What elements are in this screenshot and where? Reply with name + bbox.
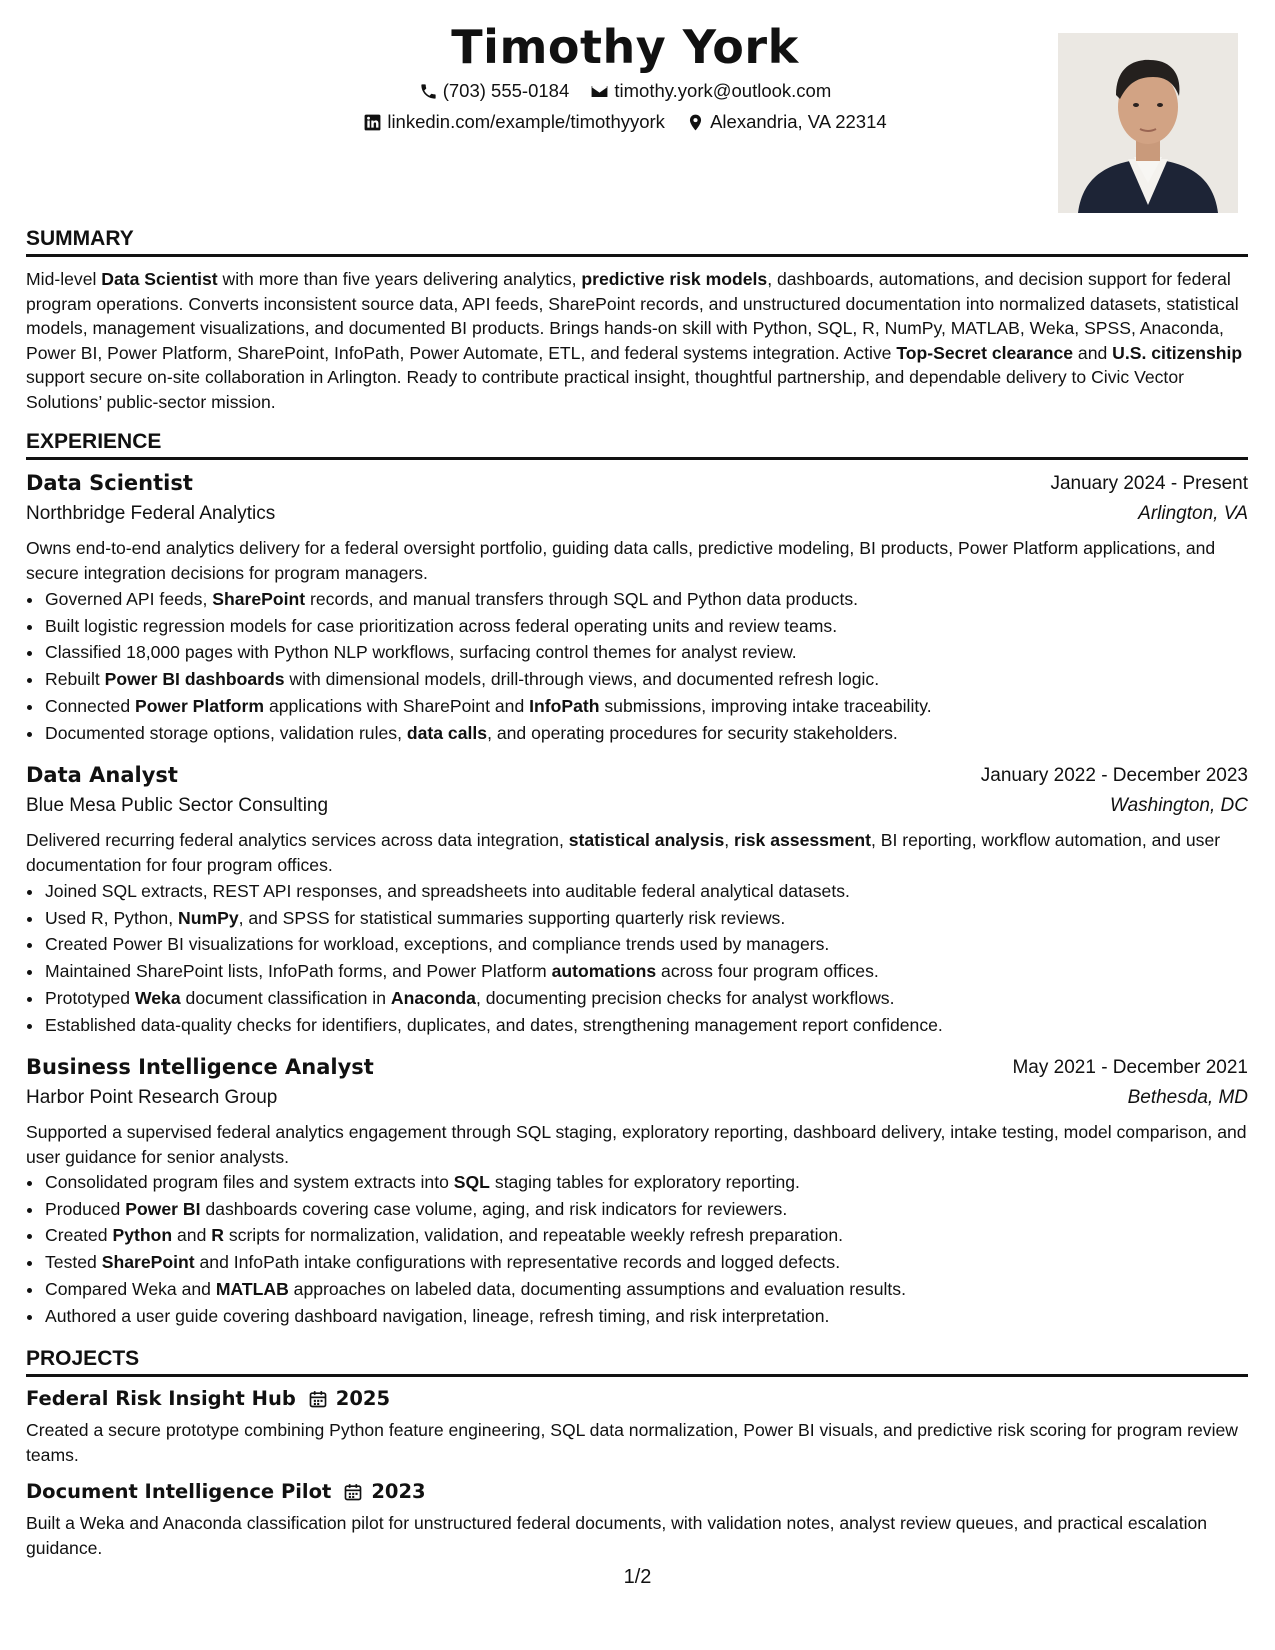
bullet-item bbox=[44, 1222, 1266, 1249]
email-address: timothy.york@outlook.com bbox=[614, 80, 832, 101]
project-name: Document Intelligence Pilot bbox=[26, 1480, 332, 1503]
bullet-item bbox=[44, 878, 1266, 905]
bullet-text: approaches on labeled data, documenting assumptions and evaluation results. bbox=[288, 1278, 906, 1299]
bullet-text: Governed API feeds, bbox=[45, 589, 213, 609]
job-dates: January 2024 - Present bbox=[1050, 473, 1248, 494]
job-description: Owns end-to-end analytics delivery for a federal oversight portfolio, guiding data calls, predictive modeling, BI products, Power Platform applications, and secure integration decisions for program managers. bbox=[26, 538, 1216, 583]
bullet-text: Built logistic regression models for case prioritization across federal operating units and review teams. bbox=[45, 615, 838, 636]
bullet-text: Authored a user guide covering dashboard navigation, lineage, refresh timing, and risk interpretation. bbox=[45, 1305, 830, 1326]
bullet-text: Tested bbox=[45, 1252, 102, 1273]
location-contact bbox=[686, 111, 887, 133]
bullet-text: Created Power BI visualizations for workload, exceptions, and compliance trends used by managers. bbox=[45, 934, 830, 955]
bullet-text: Maintained SharePoint lists, InfoPath forms, and Power Platform bbox=[45, 961, 552, 982]
job-bullets bbox=[26, 1169, 1266, 1329]
summary-bold: U.S. citizenship bbox=[1112, 342, 1243, 363]
bullet-text: records, and manual transfers through SQL and Python data products. bbox=[305, 589, 859, 609]
bullet-text: Consolidated program files and system extracts into bbox=[45, 1172, 454, 1192]
bullet-item bbox=[44, 1249, 1266, 1276]
description-bold: risk assessment bbox=[734, 830, 871, 850]
envelope-icon bbox=[590, 82, 609, 101]
bullet-item bbox=[44, 586, 1266, 613]
bullet-bold: InfoPath bbox=[529, 695, 600, 716]
job-company: Northbridge Federal Analytics bbox=[26, 503, 276, 524]
calendar-icon bbox=[343, 1482, 363, 1502]
summary-text: Mid-level bbox=[26, 269, 102, 289]
experience-heading: EXPERIENCE bbox=[26, 430, 1248, 460]
bullet-item bbox=[44, 985, 1266, 1012]
job-location: Arlington, VA bbox=[1138, 503, 1248, 524]
bullet-bold: Python bbox=[112, 1225, 173, 1246]
bullet-bold: MATLAB bbox=[215, 1278, 289, 1299]
bullet-item bbox=[44, 1303, 1266, 1330]
page-number: 1/2 bbox=[623, 1566, 652, 1588]
description-text: , BI reporting, workflow automation, and user documentation for four program offices. bbox=[26, 830, 1221, 875]
calendar-icon bbox=[308, 1389, 328, 1409]
bullet-text: , documenting precision checks for analyst workflows. bbox=[475, 987, 895, 1008]
bullet-bold: Weka bbox=[134, 987, 181, 1008]
bullet-text: applications with SharePoint and bbox=[264, 695, 530, 716]
bullet-text: Prototyped bbox=[45, 987, 135, 1008]
job-bullets bbox=[26, 586, 1266, 746]
summary-heading: SUMMARY bbox=[26, 227, 1248, 257]
bullet-item bbox=[44, 1196, 1266, 1223]
job-location: Bethesda, MD bbox=[1127, 1087, 1248, 1108]
description-text: , bbox=[724, 830, 735, 850]
job-location: Washington, DC bbox=[1110, 795, 1248, 816]
bullet-text: Connected bbox=[45, 695, 135, 716]
projects-heading: PROJECTS bbox=[26, 1347, 1248, 1377]
email-contact[interactable] bbox=[590, 80, 831, 102]
phone-icon bbox=[419, 82, 438, 101]
bullet-text: Documented storage options, validation rules, bbox=[45, 722, 407, 743]
job-title: Data Analyst bbox=[26, 763, 178, 787]
job-dates: May 2021 - December 2021 bbox=[1012, 1057, 1248, 1078]
job-title: Data Scientist bbox=[26, 471, 193, 495]
bullet-text: submissions, improving intake traceability. bbox=[599, 695, 932, 716]
bullet-text: and InfoPath intake configurations with representative records and logged defects. bbox=[194, 1252, 841, 1273]
project-description: Created a secure prototype combining Python feature engineering, SQL data normalization, Power BI visuals, and predictive risk scoring for program review teams. bbox=[26, 1420, 1238, 1465]
job-dates: January 2022 - December 2023 bbox=[980, 765, 1248, 786]
summary-bold: Data Scientist bbox=[101, 269, 218, 289]
bullet-item bbox=[44, 1276, 1266, 1303]
linkedin-url: linkedin.com/example/timothyyork bbox=[387, 111, 665, 132]
bullet-item bbox=[44, 931, 1266, 958]
resume-header bbox=[0, 0, 1275, 215]
bullet-text: across four program offices. bbox=[656, 961, 879, 982]
location-text: Alexandria, VA 22314 bbox=[710, 111, 887, 132]
linkedin-contact[interactable] bbox=[363, 111, 665, 133]
bullet-bold: SharePoint bbox=[101, 1252, 195, 1273]
bullet-bold: Power Platform bbox=[135, 695, 265, 716]
description-bold: statistical analysis bbox=[568, 830, 725, 850]
job-company: Harbor Point Research Group bbox=[26, 1087, 278, 1108]
job-company: Blue Mesa Public Sector Consulting bbox=[26, 795, 329, 816]
job-title: Business Intelligence Analyst bbox=[26, 1055, 374, 1079]
bullet-text: Joined SQL extracts, REST API responses, and spreadsheets into auditable federal analytical datasets. bbox=[45, 881, 850, 901]
project-year: 2023 bbox=[371, 1480, 426, 1503]
bullet-bold: Anaconda bbox=[390, 987, 476, 1008]
bullet-bold: Power BI bbox=[125, 1198, 201, 1219]
job-description bbox=[26, 828, 1248, 877]
map-pin-icon bbox=[686, 113, 705, 132]
summary-text: , dashboards, automations, and decision support for federal program operations. Converts inconsistent source data, API feeds, SharePoint records, and unstructured documentation into normalized datasets, statistical models, management visualizations, and documented BI products. Brings hands-on skill with Python, SQL, R, NumPy, MATLAB, Weka, SPSS, Anaconda, Power BI, Power Platform, SharePoint, InfoPath, Power Automate, ETL, and federal systems integration. Active bbox=[26, 269, 1239, 363]
bullet-bold: automations bbox=[551, 961, 657, 982]
summary-bold: predictive risk models bbox=[581, 269, 768, 289]
bullet-text: and bbox=[172, 1225, 212, 1246]
bullet-text: , and operating procedures for security stakeholders. bbox=[487, 722, 898, 743]
bullet-bold: Power BI dashboards bbox=[104, 669, 285, 690]
bullet-text: Classified 18,000 pages with Python NLP workflows, surfacing control themes for analyst review. bbox=[45, 642, 797, 663]
linkedin-icon bbox=[363, 113, 382, 132]
summary-text: and bbox=[1073, 342, 1113, 363]
bullet-bold: NumPy bbox=[178, 907, 239, 928]
job-bullets bbox=[26, 878, 1266, 1038]
bullet-text: Created bbox=[45, 1225, 113, 1246]
project-title bbox=[26, 1480, 426, 1503]
bullet-item bbox=[44, 666, 1266, 693]
summary-paragraph bbox=[26, 267, 1248, 414]
phone-number: (703) 555-0184 bbox=[442, 80, 570, 101]
job-description: Supported a supervised federal analytics engagement through SQL staging, exploratory reporting, dashboard delivery, intake testing, model comparison, and user guidance for senior analysts. bbox=[26, 1122, 1247, 1167]
summary-text: with more than five years delivering analytics, bbox=[217, 269, 582, 289]
phone-contact[interactable] bbox=[419, 80, 570, 102]
project-description: Built a Weka and Anaconda classification pilot for unstructured federal documents, with validation notes, analyst review queues, and practical escalation guidance. bbox=[26, 1513, 1208, 1558]
bullet-text: with dimensional models, drill-through views, and documented refresh logic. bbox=[284, 669, 880, 690]
profile-photo bbox=[1058, 33, 1238, 213]
summary-text: support secure on-site collaboration in Arlington. Ready to contribute practical insight, thoughtful partnership, and dependable delivery to Civic Vector Solutions’ public-sector mission. bbox=[26, 367, 1184, 412]
bullet-item bbox=[44, 1169, 1266, 1196]
bullet-text: Rebuilt bbox=[45, 669, 105, 690]
bullet-bold: R bbox=[211, 1225, 224, 1246]
bullet-item bbox=[44, 639, 1266, 666]
bullet-text: Established data-quality checks for identifiers, duplicates, and dates, strengthening management report confidence. bbox=[45, 1014, 943, 1035]
bullet-item bbox=[44, 905, 1266, 932]
bullet-text: Produced bbox=[45, 1198, 126, 1219]
bullet-bold: SharePoint bbox=[212, 589, 306, 609]
description-text: Delivered recurring federal analytics services across data integration, bbox=[26, 830, 569, 850]
bullet-text: staging tables for exploratory reporting. bbox=[489, 1172, 800, 1192]
bullet-item bbox=[44, 720, 1266, 747]
bullet-bold: SQL bbox=[453, 1172, 490, 1192]
project-name: Federal Risk Insight Hub bbox=[26, 1387, 296, 1410]
bullet-text: document classification in bbox=[180, 987, 391, 1008]
bullet-item bbox=[44, 693, 1266, 720]
project-title bbox=[26, 1387, 390, 1410]
summary-bold: Top-Secret clearance bbox=[896, 342, 1074, 363]
bullet-text: , and SPSS for statistical summaries supporting quarterly risk reviews. bbox=[238, 907, 786, 928]
bullet-item bbox=[44, 958, 1266, 985]
bullet-text: Used R, Python, bbox=[45, 907, 178, 928]
bullet-text: Compared Weka and bbox=[45, 1278, 216, 1299]
bullet-text: scripts for normalization, validation, and repeatable weekly refresh preparation. bbox=[223, 1225, 844, 1246]
project-year: 2025 bbox=[335, 1387, 391, 1410]
bullet-text: dashboards covering case volume, aging, and risk indicators for reviewers. bbox=[200, 1198, 788, 1219]
bullet-bold: data calls bbox=[406, 722, 488, 743]
bullet-item bbox=[44, 1012, 1266, 1039]
bullet-item bbox=[44, 613, 1266, 640]
candidate-name: Timothy York bbox=[451, 20, 799, 74]
